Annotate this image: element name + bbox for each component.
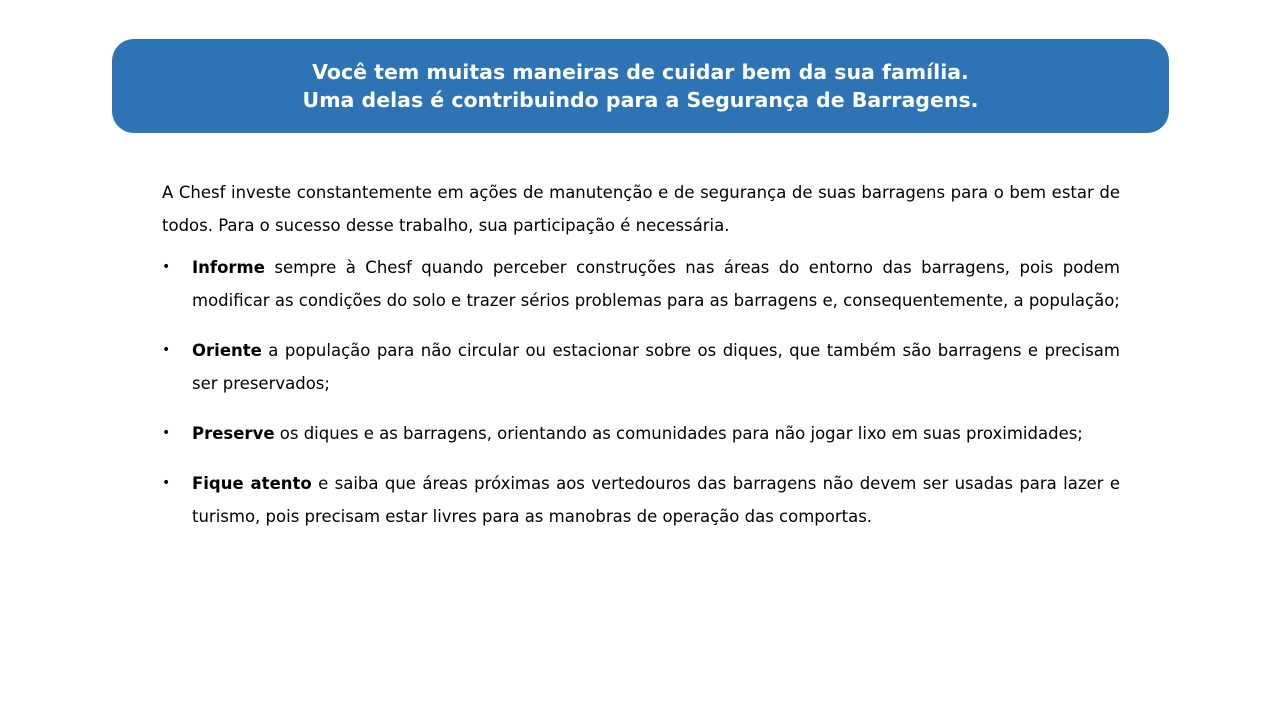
intro-paragraph: A Chesf investe constantemente em ações de manutenção e de segurança de suas barragens para o bem estar de todos. Para o sucesso desse trabalho, sua participação é necessária.: [162, 183, 1120, 235]
bullet-text: sempre à Chesf quando perceber construções nas áreas do entorno das barragens, pois podem modificar as condições do solo e trazer sérios problemas para as barragens e, consequentemente, a população;: [192, 258, 1120, 310]
bullet-keyword: Preserve: [192, 424, 275, 443]
bullet-list: [162, 251, 1120, 533]
banner-line-2: Uma delas é contribuindo para a Segurança de Barragens.: [302, 88, 979, 112]
list-item: [162, 251, 1120, 317]
bullet-keyword: Fique atento: [192, 474, 312, 493]
bullet-text: a população para não circular ou estacionar sobre os diques, que também são barragens e precisam ser preservados;: [192, 341, 1120, 393]
banner-line-1: Você tem muitas maneiras de cuidar bem da sua família.: [312, 60, 969, 84]
bullet-keyword: Oriente: [192, 341, 262, 360]
bullet-icon: •: [162, 259, 171, 275]
list-item: [162, 417, 1120, 450]
list-item: [162, 467, 1120, 533]
list-item: [162, 334, 1120, 400]
bullet-text: e saiba que áreas próximas aos vertedouros das barragens não devem ser usadas para lazer e turismo, pois precisam estar livres para as manobras de operação das comportas.: [192, 474, 1120, 526]
bullet-icon: •: [162, 425, 171, 441]
bullet-text: os diques e as barragens, orientando as comunidades para não jogar lixo em suas proximidades;: [274, 424, 1083, 443]
bullet-icon: •: [162, 342, 171, 358]
bullet-keyword: Informe: [192, 258, 265, 277]
title-banner: [112, 39, 1169, 133]
body-content: [162, 176, 1120, 550]
bullet-icon: •: [162, 475, 171, 491]
